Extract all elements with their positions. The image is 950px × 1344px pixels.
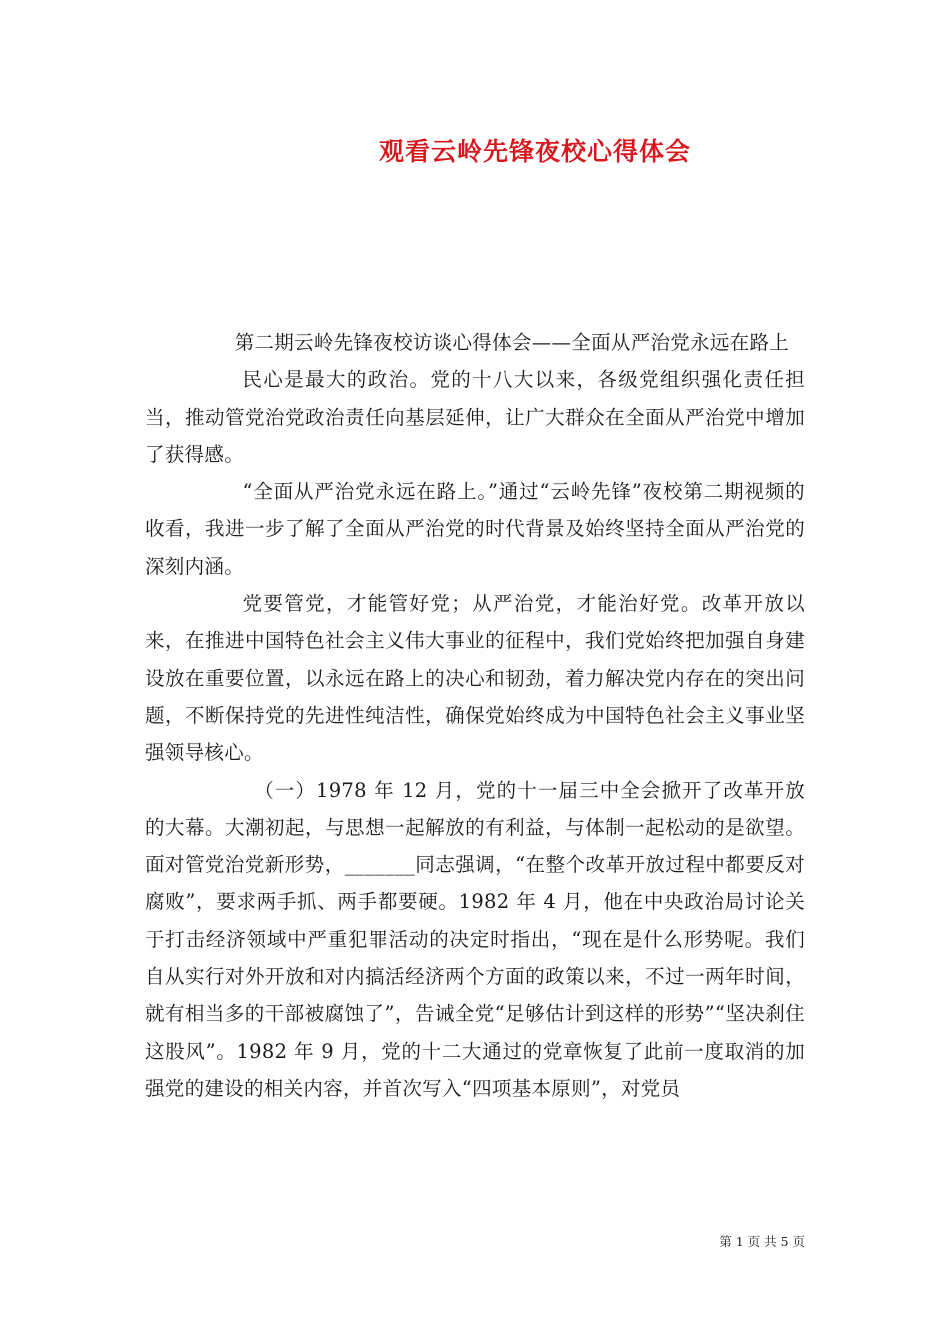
paragraph: 党要管党，才能管好党；从严治党，才能治好党。改革开放以来，在推进中国特色社会主义伟大事业的征程中，我们党始终把加强自身建设放在重要位置，以永远在路上的决心和韧劲，着力解决党内存在的突出问题，不断保持党的先进性纯洁性，确保党始终成为中国特色社会主义事业坚强领导核心。 xyxy=(145,592,805,765)
document-title: 观看云岭先锋夜校心得体会 xyxy=(378,137,691,166)
paragraph: （一）1978 年 12 月，党的十一届三中全会掀开了改革开放的大幕。大潮初起，与思想一起解放的有利益，与体制一起松动的是欲望。面对管党治党新形势，_______同志强调，“在整个改革开放过程中都要反对腐败”，要求两手抓、两手都要硬。1982 年 4 月，他在中央政治局讨论关于打击经济领域中严重犯罪活动的决定时指出，“现在是什么形势呢。我们自从实行对外开放和对内搞活经济两个方面的政策以来，不过一两年时间，就有相当多的干部被腐蚀了”，告诫全党“足够估计到这样的形势”“坚决刹住这股风”。1982 年 9 月，党的十二大通过的党章恢复了此前一度取消的加强党的建设的相关内容，并首次写入“四项基本原则”，对党员 xyxy=(145,778,805,1100)
paragraph: “全面从严治党永远在路上。”通过“云岭先锋”夜校第二期视频的收看，我进一步了解了全面从严治党的时代背景及始终坚持全面从严治党的深刻内涵。 xyxy=(145,480,805,578)
document-body xyxy=(145,324,805,1107)
paragraph: 民心是最大的政治。党的十八大以来，各级党组织强化责任担当，推动管党治党政治责任向基层延伸，让广大群众在全面从严治党中增加了获得感。 xyxy=(145,368,805,466)
paragraph-subtitle: 第二期云岭先锋夜校访谈心得体会——全面从严治党永远在路上 xyxy=(234,331,790,354)
page-number: 第 1 页 共 5 页 xyxy=(719,1234,805,1249)
